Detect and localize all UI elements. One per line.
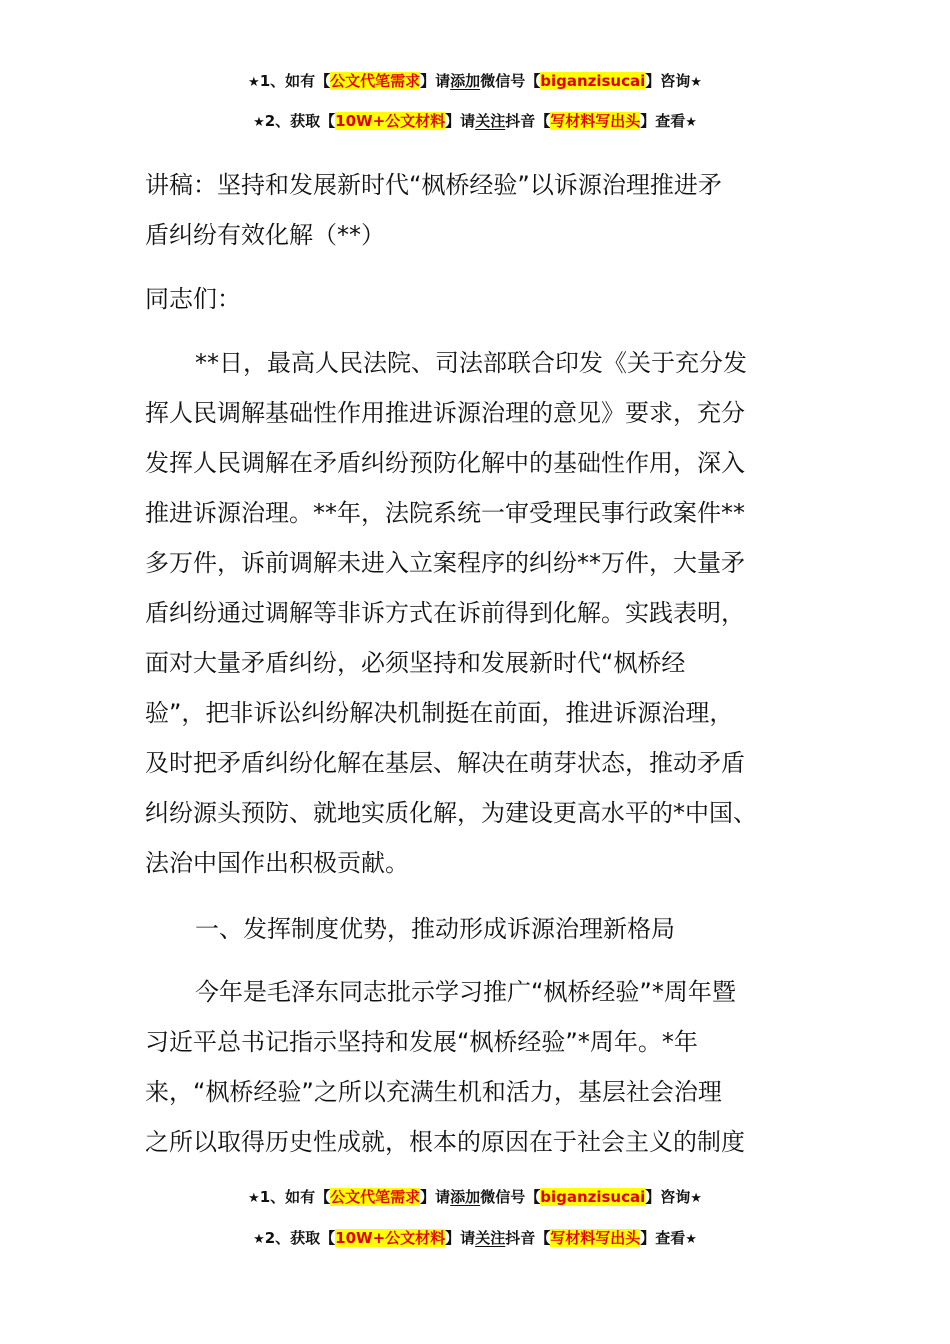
top-banner-line-2 xyxy=(0,110,950,134)
paragraph-1 xyxy=(145,338,810,888)
star-icon: ★ xyxy=(685,1232,697,1247)
paragraph-line: 多万件，诉前调解未进入立案程序的纠纷**万件，大量矛 xyxy=(145,549,745,577)
paragraph-line: 之所以取得历史性成就，根本的原因在于社会主义的制度 xyxy=(145,1128,745,1156)
paragraph-line: 盾纠纷通过调解等非诉方式在诉前得到化解。实践表明， xyxy=(145,599,745,627)
paragraph-line: 法治中国作出积极贡献。 xyxy=(145,849,409,877)
banner-text: 抖音【 xyxy=(505,1229,551,1247)
title-line: 盾纠纷有效化解（**） xyxy=(145,221,385,249)
banner-highlight: 公文代笔需求 xyxy=(330,1188,421,1206)
bottom-banner-line-2 xyxy=(0,1227,950,1251)
banner-text: 】请 xyxy=(445,112,476,130)
banner-highlight: 写材料写出头 xyxy=(550,1229,641,1247)
bottom-banner-line-1 xyxy=(0,1186,950,1210)
greeting-text: 同志们： xyxy=(145,285,241,313)
paragraph-line: **日，最高人民法院、司法部联合印发《关于充分发 xyxy=(195,349,747,377)
document-title xyxy=(145,160,810,260)
banner-highlight: 公文代笔需求 xyxy=(330,72,421,90)
paragraph-line: 来，“枫桥经验”之所以充满生机和活力，基层社会治理 xyxy=(145,1078,722,1106)
paragraph-line: 挥人民调解基础性作用推进诉源治理的意见》要求，充分 xyxy=(145,399,745,427)
banner-underlined-text: 添加 xyxy=(450,72,481,90)
banner-text: 1、如有【 xyxy=(259,1188,331,1206)
banner-text: 2、获取【 xyxy=(264,1229,336,1247)
banner-text: 】请 xyxy=(420,1188,451,1206)
star-icon: ★ xyxy=(248,75,260,90)
banner-underlined-text: 关注 xyxy=(475,112,506,130)
banner-text: 】查看 xyxy=(640,112,686,130)
banner-text: 】查看 xyxy=(640,1229,686,1247)
section-heading xyxy=(145,904,810,954)
paragraph-line: 习近平总书记指示坚持和发展“枫桥经验”*周年。*年 xyxy=(145,1028,698,1056)
star-icon: ★ xyxy=(248,1191,260,1206)
banner-underlined-text: 关注 xyxy=(475,1229,506,1247)
banner-text: 1、如有【 xyxy=(259,72,331,90)
banner-text: 】请 xyxy=(445,1229,476,1247)
star-icon: ★ xyxy=(690,75,702,90)
banner-text: 微信号【 xyxy=(480,72,541,90)
banner-text: 】咨询 xyxy=(645,72,691,90)
paragraph-2 xyxy=(145,967,810,1167)
banner-text: 2、获取【 xyxy=(264,112,336,130)
banner-text: 】咨询 xyxy=(645,1188,691,1206)
paragraph-line: 验”，把非诉讼纠纷解决机制挺在前面，推进诉源治理， xyxy=(145,699,734,727)
section-heading-text: 一、发挥制度优势，推动形成诉源治理新格局 xyxy=(195,915,675,943)
banner-text: 微信号【 xyxy=(480,1188,541,1206)
banner-highlight: 10W+公文材料 xyxy=(335,112,446,130)
banner-highlight: biganzisucai xyxy=(540,1188,646,1206)
title-line: 讲稿：坚持和发展新时代“枫桥经验”以诉源治理推进矛 xyxy=(145,171,722,199)
paragraph-line: 纠纷源头预防、就地实质化解，为建设更高水平的*中国、 xyxy=(145,799,757,827)
star-icon: ★ xyxy=(253,115,265,130)
banner-text: 抖音【 xyxy=(505,112,551,130)
banner-highlight: biganzisucai xyxy=(540,72,646,90)
banner-text: 】请 xyxy=(420,72,451,90)
banner-highlight: 写材料写出头 xyxy=(550,112,641,130)
paragraph-line: 发挥人民调解在矛盾纠纷预防化解中的基础性作用，深入 xyxy=(145,449,745,477)
paragraph-line: 今年是毛泽东同志批示学习推广“枫桥经验”*周年暨 xyxy=(195,978,736,1006)
paragraph-line: 面对大量矛盾纠纷，必须坚持和发展新时代“枫桥经 xyxy=(145,649,686,677)
star-icon: ★ xyxy=(685,115,697,130)
greeting xyxy=(145,274,810,324)
star-icon: ★ xyxy=(690,1191,702,1206)
banner-underlined-text: 添加 xyxy=(450,1188,481,1206)
banner-highlight: 10W+公文材料 xyxy=(335,1229,446,1247)
star-icon: ★ xyxy=(253,1232,265,1247)
top-banner-line-1 xyxy=(0,70,950,94)
paragraph-line: 推进诉源治理。**年，法院系统一审受理民事行政案件** xyxy=(145,499,745,527)
paragraph-line: 及时把矛盾纠纷化解在基层、解决在萌芽状态，推动矛盾 xyxy=(145,749,745,777)
